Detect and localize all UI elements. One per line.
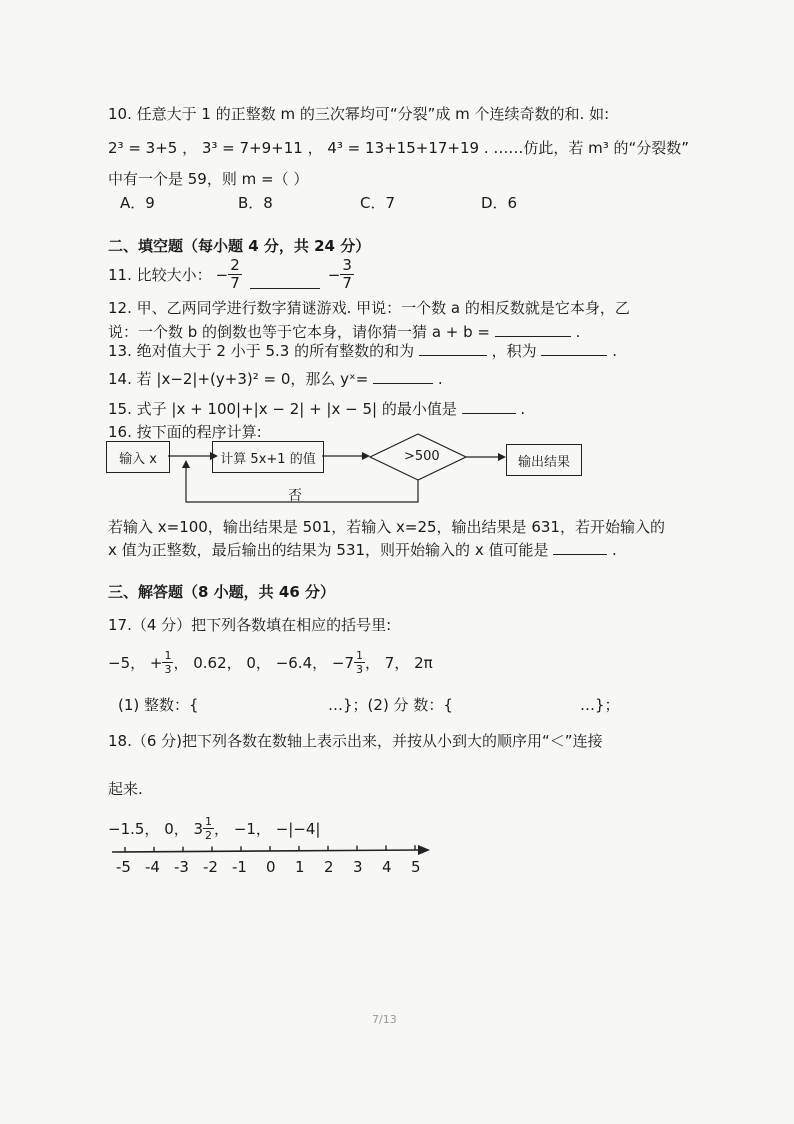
q16-line2-text: x 值为正整数，最后输出的结果为 531，则开始输入的 x 值可能是: [108, 541, 549, 559]
q13-end: .: [612, 342, 618, 360]
number-line-tick-label: 3: [353, 858, 363, 876]
q13-sum-blank[interactable]: [419, 341, 487, 356]
flow-compute-box: 计算 5x+1 的值: [212, 441, 324, 473]
q17-title: 17.（4 分）把下列各数填在相应的括号里:: [108, 616, 392, 634]
q11-f1-sign: −: [215, 265, 229, 284]
q11-prefix: 11. 比较大小：: [108, 266, 212, 284]
q12-end: .: [575, 323, 581, 341]
q13-text: 13. 绝对值大于 2 小于 5.3 的所有整数的和为: [108, 342, 415, 360]
number-line-tick-label: 4: [382, 858, 392, 876]
q11: [108, 258, 354, 291]
q15-text: 15. 式子 |x + 100|+|x − 2| + |x − 5| 的最小值是: [108, 400, 457, 418]
q17-part1-label: (1) 整数：{: [118, 696, 199, 714]
section2-title: 二、填空题（每小题 4 分，共 24 分）: [108, 237, 371, 255]
q18-frac-num: 1: [205, 815, 213, 828]
q17-part2-end: …}；: [580, 696, 620, 714]
flow-output-box: 输出结果: [506, 444, 582, 476]
q18-frac-den: 2: [205, 829, 213, 842]
number-line-tick-label: -1: [232, 858, 247, 876]
q17-fraction-1: [162, 650, 173, 675]
q12-line1: 12. 甲、乙两同学进行数字猜谜游戏. 甲说：一个数 a 的相反数就是它本身，乙: [108, 299, 630, 317]
q10-option-a: A．9: [120, 194, 155, 212]
flow-input-box: 输入 x: [106, 441, 170, 473]
q10-option-b: B．8: [238, 194, 273, 212]
number-line-tick-label: -2: [203, 858, 218, 876]
q10-option-c: C．7: [360, 194, 396, 212]
q14-text: 14. 若 |x−2|+(y+3)² = 0，那么 yˣ=: [108, 370, 369, 388]
q18-nums-a: −1.5， 0， 3: [108, 820, 204, 838]
q16-title: 16. 按下面的程序计算:: [108, 423, 262, 441]
q17-nums-b: ， 0.62， 0， −6.4， −7: [173, 654, 355, 672]
q15: [108, 398, 525, 419]
q17-fraction-2: [354, 650, 365, 675]
q10-line2: 2³ = 3+5 ， 3³ = 7+9+11 ， 4³ = 13+15+17+19 . ……仿此，若 m³ 的“分裂数”: [108, 139, 690, 157]
q11-answer-blank[interactable]: [250, 274, 320, 289]
number-line-tick-label: 1: [295, 858, 305, 876]
number-line-tick-label: 5: [411, 858, 421, 876]
q15-end: .: [520, 400, 526, 418]
q10-line1: 10. 任意大于 1 的正整数 m 的三次幂均可“分裂”成 m 个连续奇数的和. 如:: [108, 105, 610, 123]
q12-line2: [108, 321, 580, 342]
q14: [108, 368, 443, 389]
q13: [108, 340, 617, 361]
flow-condition-label: >500: [404, 449, 440, 464]
q18-numbers: [108, 816, 320, 841]
q11-f2-den: 7: [342, 274, 352, 292]
q10-line3: 中有一个是 59，则 m =（ ）: [108, 170, 309, 188]
section3-title: 三、解答题（8 小题，共 46 分）: [108, 583, 335, 601]
q16-line1: 若输入 x=100，输出结果是 501，若输入 x=25，输出结果是 631，若开始输入的: [108, 518, 665, 536]
q11-f1-num: 2: [230, 256, 240, 274]
q15-answer-blank[interactable]: [462, 399, 516, 414]
q16-end: .: [612, 541, 617, 559]
number-line-tick-label: 0: [266, 858, 276, 876]
q11-f1-den: 7: [230, 274, 240, 292]
q18-line1: 18.（6 分)把下列各数在数轴上表示出来，并按从小到大的顺序用“＜”连接: [108, 732, 603, 750]
q14-answer-blank[interactable]: [373, 369, 433, 384]
q11-f2-sign: −: [327, 265, 341, 284]
q16-line2: [108, 539, 617, 560]
number-line-tick-label: -5: [116, 858, 131, 876]
page-number: 7/13: [372, 1013, 397, 1026]
q11-f2-num: 3: [342, 256, 352, 274]
q17-part1-end: …}；(2) 分 数：{: [328, 696, 453, 714]
q14-end: .: [437, 370, 443, 388]
number-line-tick-label: 2: [324, 858, 334, 876]
flow-no-label: 否: [288, 488, 302, 504]
q11-fraction-1: [228, 258, 242, 291]
q13-product-blank[interactable]: [541, 341, 607, 356]
q17-nums-a: −5， +: [108, 654, 163, 672]
q17-frac2-num: 1: [356, 649, 364, 662]
q16-answer-blank[interactable]: [553, 540, 607, 555]
q17-nums-c: ， 7， 2π: [365, 654, 433, 672]
q12-answer-blank[interactable]: [495, 322, 571, 337]
q18-fraction: [203, 816, 214, 841]
q11-fraction-2: [340, 258, 354, 291]
flowchart-lines: [100, 430, 600, 510]
q17-frac1-den: 3: [164, 663, 172, 676]
q18-nums-b: ， −1， −|−4|: [214, 820, 321, 838]
number-line-tick-label: -4: [145, 858, 160, 876]
q17-frac1-num: 1: [164, 649, 172, 662]
q18-line2: 起来.: [108, 780, 143, 798]
q10-option-d: D．6: [481, 194, 518, 212]
q17-numbers: [108, 650, 433, 675]
q17-frac2-den: 3: [356, 663, 364, 676]
q13-mid: ，积为: [491, 342, 537, 360]
q12-line2-text: 说：一个数 b 的倒数也等于它本身，请你猜一猜 a + b =: [108, 323, 490, 341]
number-line-tick-label: -3: [174, 858, 189, 876]
